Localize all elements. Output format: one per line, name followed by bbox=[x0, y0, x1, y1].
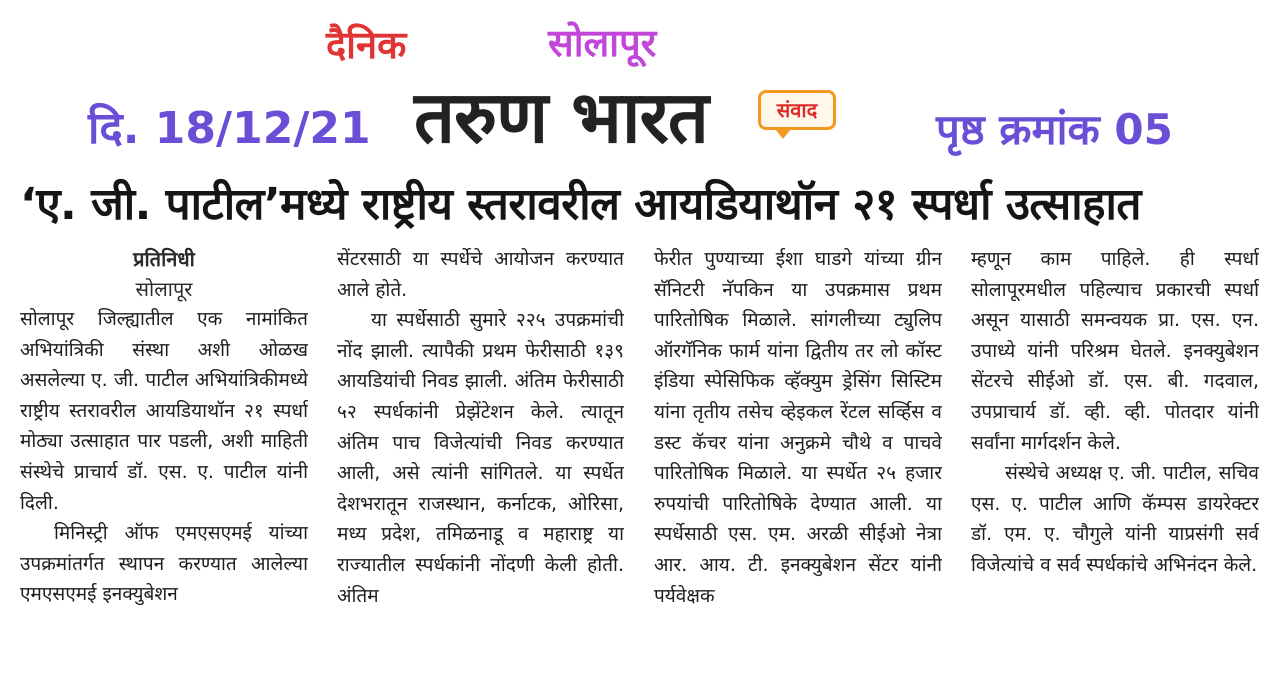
page-number: पृष्ठ क्रमांक 05 bbox=[936, 105, 1173, 154]
newspaper-title: तरुण भारत bbox=[414, 75, 708, 159]
article-column-1 bbox=[20, 244, 308, 684]
city-label: सोलापूर bbox=[548, 21, 657, 65]
issue-date: दि. 18/12/21 bbox=[88, 103, 371, 154]
paragraph: सोलापूर जिल्ह्यातील एक नामांकित अभियांत्रिकी संस्था अशी ओळख असलेल्या ए. जी. पाटील अभियांत्रिकीमध्ये राष्ट्रीय स्तरावरील आयडियाथॉन २१ स्पर्धा मोठ्या उत्साहात पार पडली, अशी माहिती संस्थेचे प्राचार्य डॉ. एस. ए. पाटील यांनी दिली. bbox=[20, 308, 308, 514]
paragraph: म्हणून काम पाहिले. ही स्पर्धा सोलापूरमधील पहिल्याच प्रकारची स्पर्धा असून यासाठी समन्वयक प्रा. एस. एन. उपाध्ये यांनी परिश्रम घेतले. इनक्युबेशन सेंटरचे सीईओ डॉ. एस. बी. गदवाल, उपप्राचार्य डॉ. व्ही. व्ही. पोतदार यांनी सर्वांना मार्गदर्शन केले. bbox=[971, 248, 1259, 454]
dateline-location: सोलापूर bbox=[135, 277, 193, 301]
article-column-2 bbox=[337, 244, 624, 684]
paragraph: या स्पर्धेसाठी सुमारे २२५ उपक्रमांची नोंद झाली. त्यापैकी प्रथम फेरीसाठी १३९ आयडियांची निवड झाली. अंतिम फेरीसाठी ५२ स्पर्धकांनी प्रेझेंटेशन केले. त्यातून अंतिम पाच विजेत्यांची निवड करण्यात आली, असे त्यांनी सांगितले. या स्पर्धेत देशभरातून राजस्थान, कर्नाटक, ओरिसा, मध्य प्रदेश, तमिळनाडू व महाराष्ट्र या राज्यातील स्पर्धकांनी नोंदणी केली होती. अंतिम bbox=[337, 309, 624, 607]
reporter-byline: प्रतिनिधी bbox=[133, 247, 195, 271]
samvad-badge bbox=[758, 90, 836, 130]
paragraph: संस्थेचे अध्यक्ष ए. जी. पाटील, सचिव एस. ए. पाटील आणि कॅम्पस डायरेक्टर डॉ. एम. ए. चौगुले यांनी याप्रसंगी सर्व विजेत्यांचे व सर्व स्पर्धकांचे अभिनंदन केले. bbox=[971, 462, 1259, 576]
paragraph: सेंटरसाठी या स्पर्धेचे आयोजन करण्यात आले होते. bbox=[337, 248, 624, 301]
article-column-3 bbox=[654, 244, 942, 684]
daily-label: दैनिक bbox=[326, 23, 407, 67]
badge-label: संवाद bbox=[776, 98, 818, 122]
paragraph: मिनिस्ट्री ऑफ एमएसएमई यांच्या उपक्रमांतर्गत स्थापन करण्यात आलेल्या एमएसएमई इनक्युबेशन bbox=[20, 522, 308, 606]
article-column-4 bbox=[971, 244, 1259, 684]
paragraph: फेरीत पुण्याच्या ईशा घाडगे यांच्या ग्रीन सॅनिटरी नॅपकिन या उपक्रमास प्रथम पारितोषिक मिळाले. सांगलीच्या ट्युलिप ऑरगॅनिक फार्म यांना द्वितीय तर लो कॉस्ट इंडिया स्पेसिफिक व्हॅक्युम ड्रेसिंग सिस्टिम यांना तृतीय तसेच व्हेइकल रेंटल सर्व्हिस व डस्ट कॅचर यांना अनुक्रमे चौथे व पाचवे पारितोषिक मिळाले. या स्पर्धेत २५ हजार रुपयांची पारितोषिके देण्यात आली. या स्पर्धेसाठी एस. एम. अरळी सीईओ नेत्रा आर. आय. टी. इनक्युबेशन सेंटर यांनी पर्यवेक्षक bbox=[654, 248, 942, 607]
article-headline: ‘ए. जी. पाटील’मध्ये राष्ट्रीय स्तरावरील आयडियाथॉन २१ स्पर्धा उत्साहात bbox=[20, 179, 1142, 230]
